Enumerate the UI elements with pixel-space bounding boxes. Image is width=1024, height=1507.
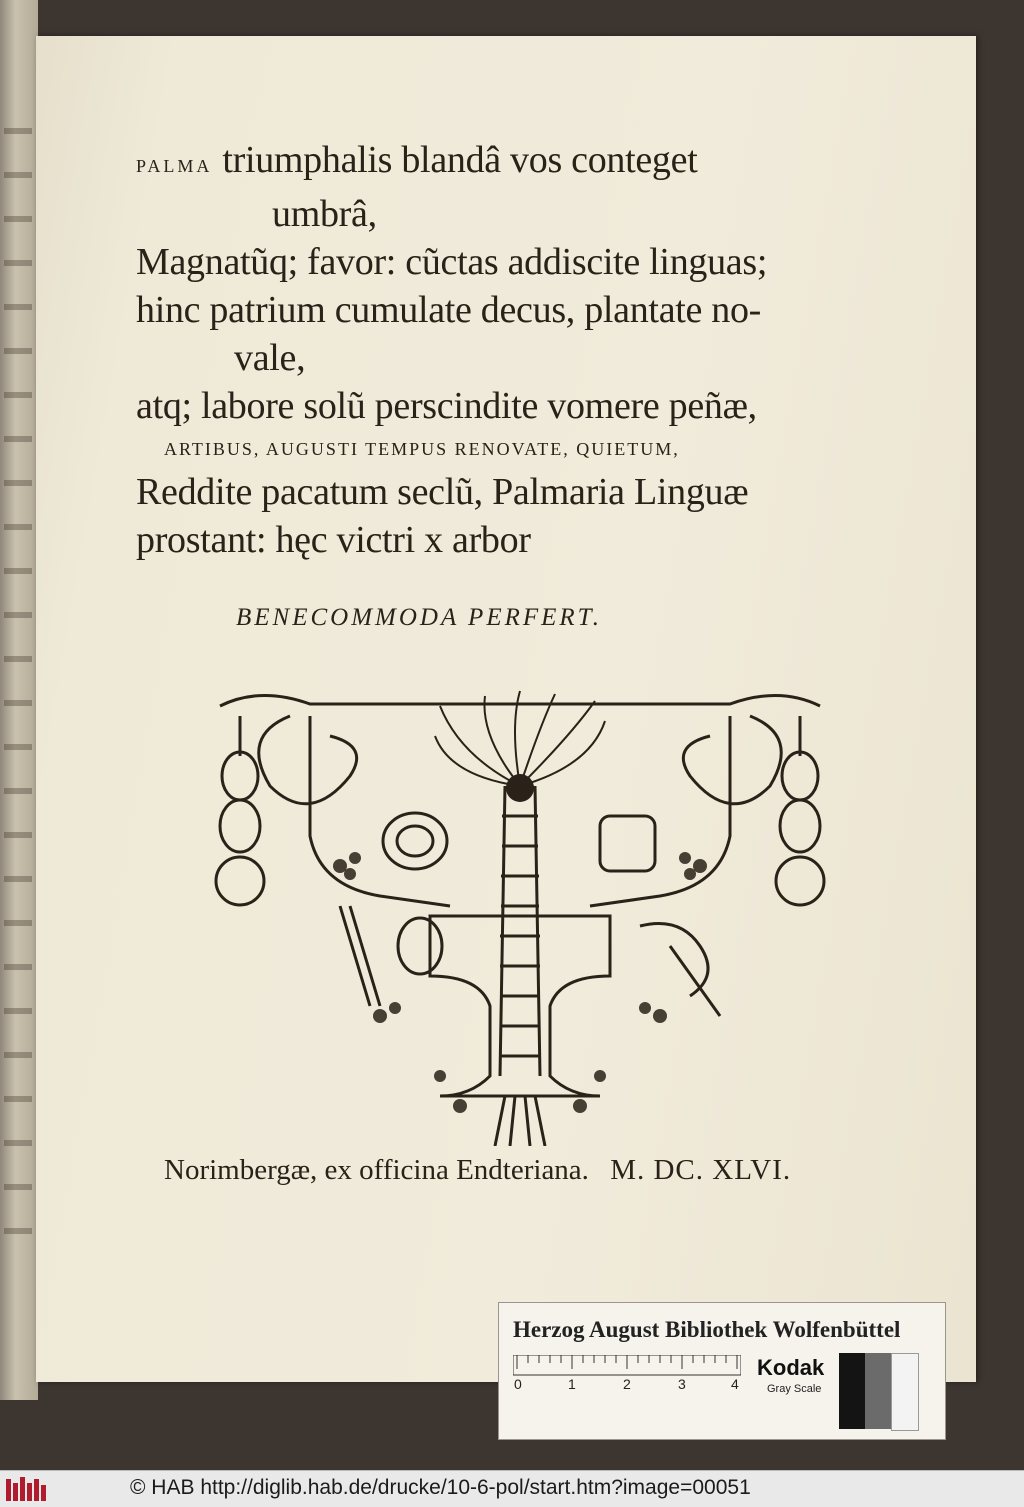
verse-line-8: Reddite pacatum seclũ, Palmaria Linguæ [136,471,749,513]
verse-line-5: vale, [234,337,306,379]
measurement-ruler [513,1355,741,1391]
verse-block [136,136,916,564]
ruler-label-3: 3 [678,1376,686,1391]
imprint-line [164,1154,884,1187]
adjacent-page-text-traces [4,90,32,1240]
ruler-label-2: 2 [623,1376,631,1391]
kodak-brand: Kodak [757,1355,825,1380]
white-swatch [891,1353,919,1431]
color-reference-card [498,1302,946,1440]
black-swatch [839,1353,865,1429]
verse-lead-word: PALMA [136,156,213,176]
verse-line-2: umbrâ, [272,193,377,235]
imprint-place: Norimbergæ, ex officina Endteriana. [164,1154,589,1186]
library-name: Herzog August Bibliothek Wolfenbüttel [513,1317,901,1342]
motto: BENECOMMODA PERFERT. [236,604,602,631]
imprint-year: M. DC. XLVI. [610,1154,792,1186]
palm-tree-woodcut-illustration [200,676,840,1146]
hab-logo-icon [4,1475,48,1503]
verse-line-6: atq; labore solũ perscindite vomere peñæ, [136,385,757,427]
verse-line-1: PALMA triumphalis blandâ vos conteget [136,139,698,181]
gray-scale-label: Gray Scale [767,1383,822,1395]
gray-swatch [865,1353,891,1429]
footer-bar [0,1470,1024,1507]
verse-line-9: prostant: hęc victri x arbor [136,519,531,561]
verse-line-7: ARTIBUS, AUGUSTI TEMPUS RENOVATE, QUIETUM, [164,439,680,459]
adjacent-page-edge [0,0,38,1400]
ruler-label-0: 0 [514,1376,522,1391]
ruler-label-4: 4 [731,1376,739,1391]
verse-line-3: Magnatũq; favor: cũctas addiscite linguas; [136,241,768,283]
verse-line-4: hinc patrium cumulate decus, plantate no- [136,289,762,331]
book-page [36,36,976,1382]
copyright-url[interactable]: © HAB http://diglib.hab.de/drucke/10-6-pol/start.htm?image=00051 [130,1476,751,1499]
ruler-label-1: 1 [568,1376,576,1391]
